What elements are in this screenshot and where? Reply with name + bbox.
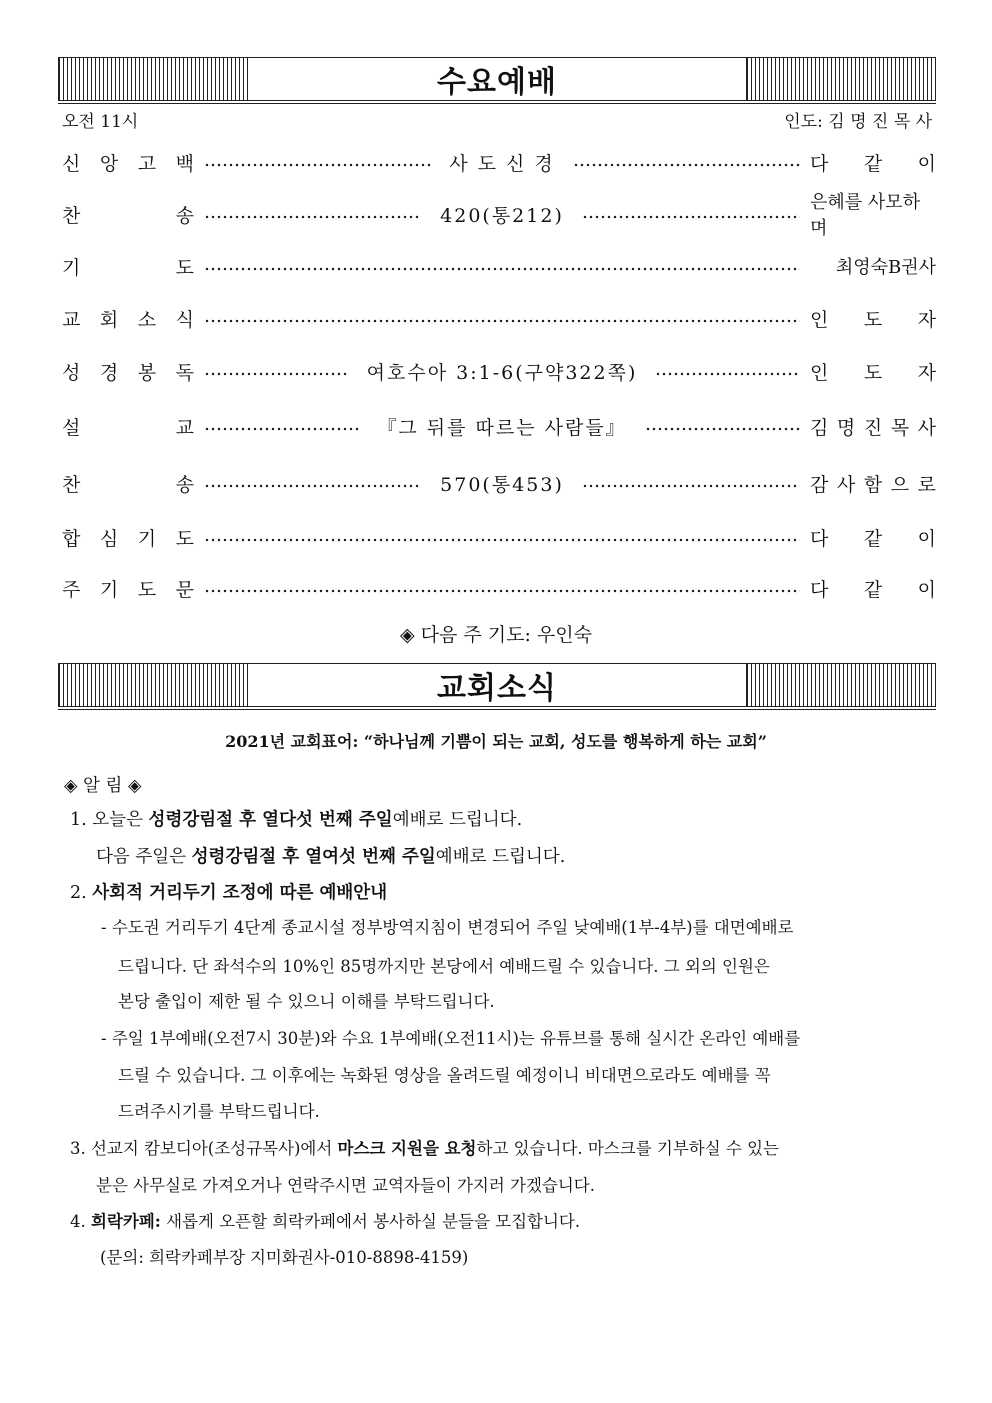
divider: [58, 709, 936, 710]
right-stripe-decoration: [746, 663, 936, 707]
notice-text: 다음 주일은: [96, 847, 192, 867]
worship-row-leader-dots: [194, 261, 810, 271]
performer-char: 사: [836, 473, 856, 496]
label-char: 기: [62, 256, 81, 279]
notice-heading: ◈ 알 림 ◈: [64, 776, 142, 796]
worship-row-content: 여호수아 3:1-6(구약322쪽): [366, 361, 638, 384]
worship-row-performer: [810, 524, 936, 551]
dot-leader: [204, 319, 800, 323]
dot-leader: [645, 427, 800, 431]
notice-text: 새롭게 오픈할 희락카페에서 봉사하실 분들을 모집합니다.: [160, 1212, 581, 1231]
worship-row-performer: [810, 575, 936, 602]
notice-item-2: [70, 879, 387, 904]
performer-char: 김: [810, 416, 829, 439]
notice-item-4-contact: (문의: 희락카페부장 지미화권사-010-8898-4159): [100, 1248, 469, 1267]
label-char: 교: [175, 416, 194, 439]
worship-row-leader-dots: [194, 358, 810, 385]
left-stripe-decoration: [58, 57, 248, 101]
performer-char: 같: [863, 578, 883, 601]
worship-leader: 인도: 김 명 진 목 사: [784, 112, 932, 132]
worship-row-label: [62, 201, 194, 228]
performer-char: 이: [917, 152, 936, 175]
worship-row-leader-dots: [194, 149, 810, 176]
label-char: 도: [175, 256, 194, 279]
notice-item-2-line: 드립니다. 단 좌석수의 10%인 85명까지만 본당에서 예배드릴 수 있습니다. 그 외의 인원은: [118, 957, 770, 976]
worship-row-label: [62, 413, 194, 440]
divider: [58, 103, 936, 104]
worship-subheader: [62, 107, 932, 131]
notice-item-2-line: - 수도권 거리두기 4단계 종교시설 정부방역지침이 변경되어 주일 낮예배(1부-4부)를 대면예배로: [101, 918, 794, 937]
notice-text: 하고 있습니다. 마스크를 기부하실 수 있는: [476, 1139, 779, 1158]
label-char: 소: [137, 308, 157, 331]
news-title: 교회소식: [248, 663, 746, 707]
worship-row-performer: [810, 358, 936, 385]
dot-leader: [204, 215, 422, 219]
worship-row-label: [62, 149, 194, 176]
worship-row-label: [62, 253, 194, 280]
worship-row-performer: [810, 305, 936, 332]
label-char: 백: [175, 152, 194, 175]
performer-char: 같: [863, 527, 883, 550]
performer-char: 목: [890, 416, 910, 439]
notice-emphasis: 성령강림절 후 열다섯 번째 주일: [148, 810, 393, 830]
performer-char: 도: [863, 361, 883, 384]
dot-leader: [204, 589, 800, 593]
worship-row-label: [62, 470, 194, 497]
worship-row-performer: [810, 149, 936, 176]
worship-row-leader-dots: [194, 313, 810, 323]
worship-row-content: 『그 뒤를 따르는 사람들』: [377, 416, 627, 439]
performer-text: 은혜를 사모하며: [810, 192, 921, 239]
worship-row: [62, 251, 936, 281]
worship-row: [62, 573, 936, 603]
dot-leader: [204, 484, 422, 488]
label-char: 찬: [62, 204, 81, 227]
notice-item-4: [70, 1208, 580, 1232]
notice-emphasis: 사회적 거리두기 조정에 따른 예배안내: [92, 883, 388, 903]
label-char: 도: [137, 578, 157, 601]
worship-row-leader-dots: [194, 532, 810, 542]
label-char: 문: [175, 578, 194, 601]
label-char: 식: [175, 308, 194, 331]
dot-leader: [204, 267, 800, 271]
dot-leader: [204, 538, 800, 542]
worship-row-content: 사 도 신 경: [449, 152, 555, 175]
performer-char: 다: [810, 527, 829, 550]
worship-row-performer: [810, 188, 936, 240]
notice-text: 예배로 드립니다.: [435, 847, 566, 867]
label-char: 기: [99, 578, 119, 601]
worship-row: [62, 147, 936, 177]
notice-emphasis: 성령강림절 후 열여섯 번째 주일: [191, 847, 436, 867]
label-char: 고: [137, 152, 157, 175]
worship-row-leader-dots: [194, 413, 810, 440]
dot-leader: [204, 372, 349, 376]
worship-row-content: 420(통212): [440, 204, 564, 227]
worship-row: [62, 522, 936, 552]
dot-leader: [573, 163, 800, 167]
label-char: 경: [99, 361, 119, 384]
dot-leader: [582, 215, 800, 219]
worship-row: [62, 192, 936, 239]
worship-row-label: [62, 575, 194, 602]
performer-text: 최영숙B권사: [835, 257, 936, 278]
label-char: 앙: [99, 152, 119, 175]
performer-char: 사: [917, 416, 936, 439]
performer-char: 감: [810, 473, 829, 496]
label-char: 주: [62, 578, 81, 601]
performer-char: 도: [863, 308, 883, 331]
performer-char: 자: [917, 308, 936, 331]
worship-row: [62, 356, 936, 386]
label-char: 송: [175, 204, 194, 227]
performer-char: 함: [863, 473, 883, 496]
worship-row-performer: [810, 413, 936, 440]
performer-char: 으: [890, 473, 910, 496]
label-char: 찬: [62, 473, 81, 496]
notice-item-2-line: 본당 출입이 제한 될 수 있으니 이해를 부탁드립니다.: [118, 992, 495, 1011]
performer-char: 같: [863, 152, 883, 175]
notice-item-1-line-2: [96, 843, 565, 868]
notice-item-2-line: 드릴 수 있습니다. 그 이후에는 녹화된 영상을 올려드릴 예정이니 비대면으로라도 예배를 꼭: [118, 1066, 771, 1085]
performer-char: 이: [917, 578, 936, 601]
notice-text: 1. 오늘은: [70, 810, 149, 830]
notice-text: 4.: [70, 1212, 91, 1231]
notice-item-3-line-2: 분은 사무실로 가져오거나 연락주시면 교역자들이 가지러 가겠습니다.: [96, 1176, 595, 1195]
worship-row-leader-dots: [194, 470, 810, 497]
worship-section-header: [58, 57, 936, 101]
label-char: 송: [175, 473, 194, 496]
worship-time: 오전 11시: [62, 112, 139, 132]
label-char: 도: [175, 527, 194, 550]
worship-row-label: [62, 358, 194, 385]
label-char: 성: [62, 361, 81, 384]
worship-row: [62, 411, 936, 441]
performer-char: 다: [810, 578, 829, 601]
worship-title: 수요예배: [248, 57, 746, 101]
worship-row-leader-dots: [194, 201, 810, 228]
notice-text: 2.: [70, 883, 93, 903]
label-char: 합: [62, 527, 81, 550]
worship-row: [62, 303, 936, 333]
label-char: 교: [62, 308, 81, 331]
label-char: 회: [99, 308, 119, 331]
notice-item-2-line: - 주일 1부예배(오전7시 30분)와 수요 1부예배(오전11시)는 유튜브를 통해 실시간 온라인 예배를: [101, 1029, 801, 1048]
performer-char: 명: [836, 416, 856, 439]
notice-item-2-line: 드려주시기를 부탁드립니다.: [118, 1102, 320, 1121]
performer-char: 인: [810, 361, 829, 384]
worship-row: [62, 468, 936, 498]
performer-char: 다: [810, 152, 829, 175]
news-section-header: [58, 663, 936, 707]
label-char: 신: [62, 152, 81, 175]
label-char: 심: [99, 527, 119, 550]
performer-char: 로: [917, 473, 936, 496]
worship-row-performer: [810, 253, 936, 279]
church-motto: 2021년 교회표어: “하나님께 기쁨이 되는 교회, 성도를 행복하게 하는 교회”: [225, 732, 767, 751]
worship-row-leader-dots: [194, 583, 810, 593]
performer-char: 자: [917, 361, 936, 384]
worship-row-label: [62, 305, 194, 332]
notice-item-1: [70, 806, 522, 831]
label-char: 기: [137, 527, 157, 550]
performer-char: 진: [863, 416, 883, 439]
label-char: 봉: [137, 361, 157, 384]
notice-emphasis: 희락카페:: [91, 1212, 161, 1231]
next-prayer: ◈ 다음 주 기도: 우인숙: [399, 624, 592, 646]
notice-text: 3. 선교지 캄보디아(조성규목사)에서: [70, 1139, 338, 1158]
left-stripe-decoration: [58, 663, 248, 707]
worship-row-content: 570(통453): [440, 473, 564, 496]
performer-char: 이: [917, 527, 936, 550]
dot-leader: [204, 427, 359, 431]
worship-row-label: [62, 524, 194, 551]
notice-emphasis: 마스크 지원을 요청: [337, 1139, 477, 1158]
label-char: 설: [62, 416, 81, 439]
notice-item-3: [70, 1135, 779, 1159]
dot-leader: [655, 372, 800, 376]
notice-text: 예배로 드립니다.: [392, 810, 523, 830]
right-stripe-decoration: [746, 57, 936, 101]
worship-row-performer: [810, 470, 936, 497]
performer-char: 인: [810, 308, 829, 331]
dot-leader: [582, 484, 800, 488]
dot-leader: [204, 163, 431, 167]
label-char: 독: [175, 361, 194, 384]
